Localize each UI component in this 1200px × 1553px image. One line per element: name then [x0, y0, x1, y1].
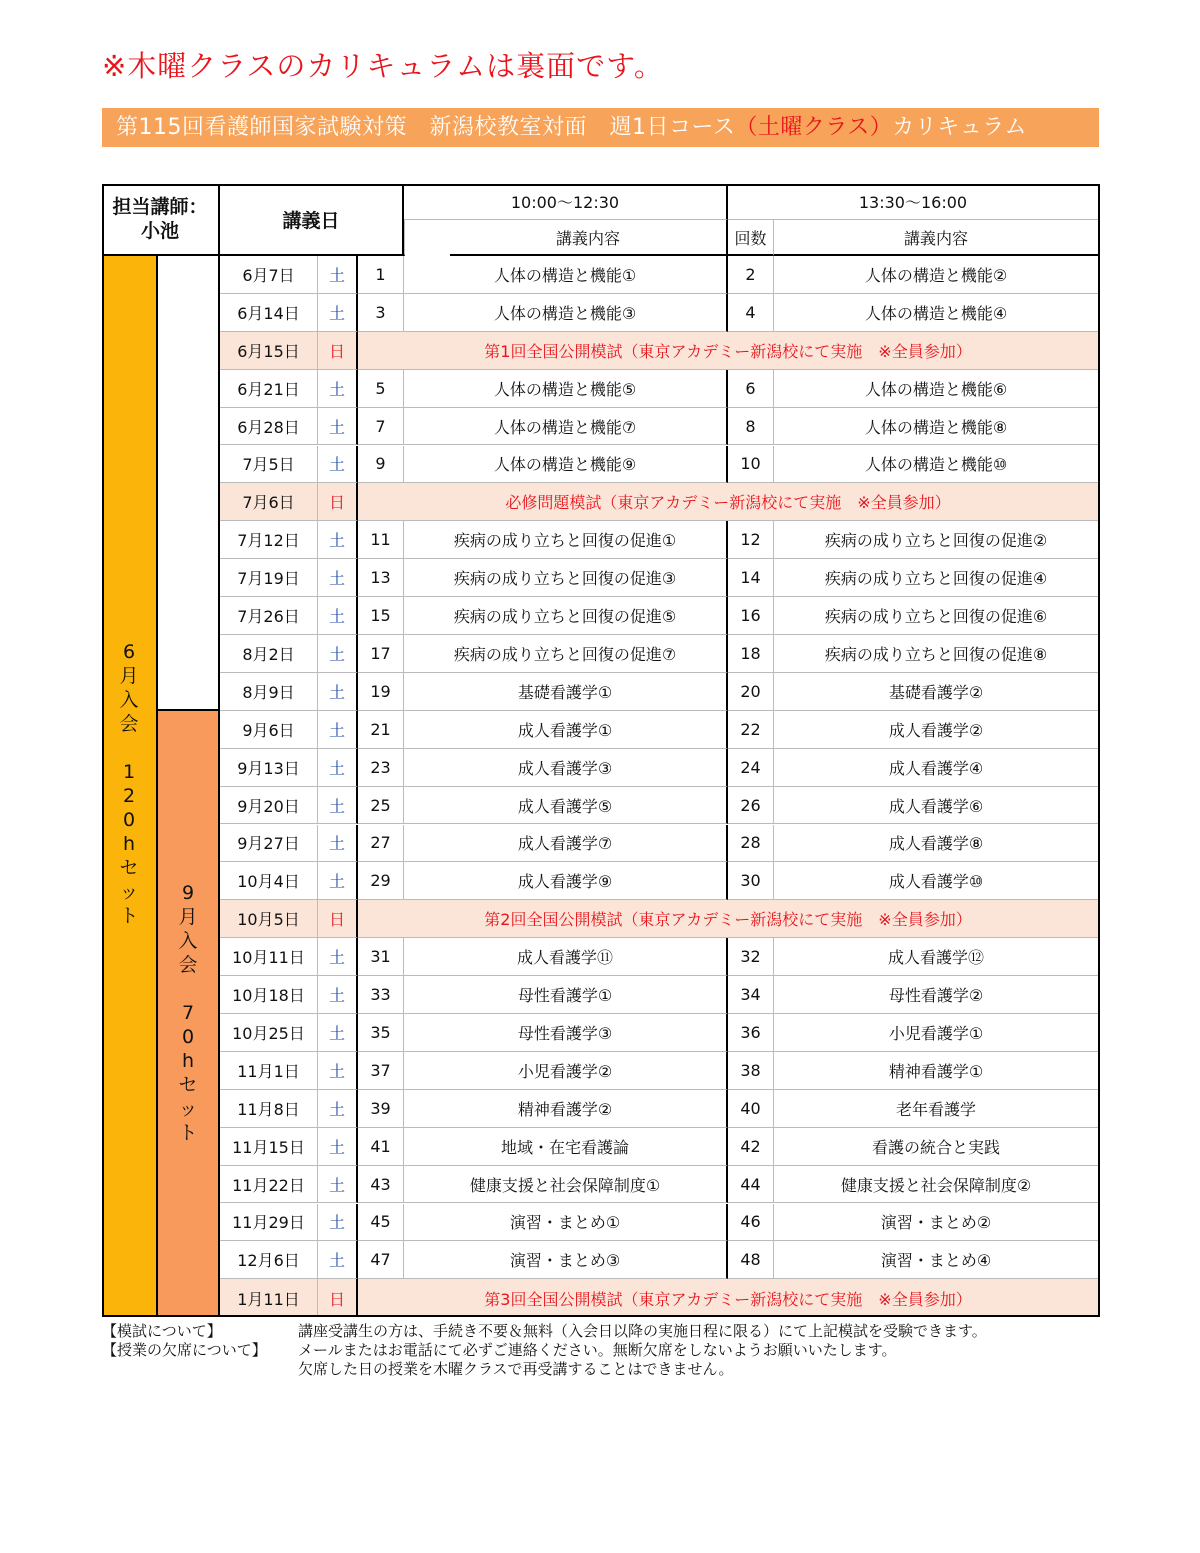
lecture-date: 7月12日 — [220, 521, 318, 559]
morning-lecture-number: 43 — [358, 1166, 404, 1204]
morning-time-header: 10:00〜12:30 — [404, 184, 728, 220]
morning-lecture-content: 精神看護学② — [404, 1090, 728, 1128]
afternoon-lecture-content: 健康支援と社会保障制度② — [774, 1166, 1098, 1204]
lecture-weekday: 土 — [318, 1014, 358, 1052]
morning-lecture-content: 地域・在宅看護論 — [404, 1128, 728, 1166]
afternoon-lecture-number: 48 — [728, 1241, 774, 1279]
morning-lecture-content: 疾病の成り立ちと回復の促進③ — [404, 559, 728, 597]
lecture-weekday: 土 — [318, 825, 358, 863]
mock-note-text: 講座受講生の方は、手続き不要＆無料（入会日以降の実施日程に限る）にて上記模試を受験できます。 — [298, 1322, 987, 1340]
morning-lecture-content: 小児看護学② — [404, 1052, 728, 1090]
afternoon-lecture-number: 44 — [728, 1166, 774, 1204]
lecture-date: 6月7日 — [220, 256, 318, 294]
afternoon-lecture-content: 老年看護学 — [774, 1090, 1098, 1128]
lecture-date: 7月19日 — [220, 559, 318, 597]
lecture-weekday: 土 — [318, 1204, 358, 1242]
afternoon-lecture-content: 人体の構造と機能② — [774, 256, 1098, 294]
afternoon-lecture-content: 成人看護学④ — [774, 749, 1098, 787]
lecture-date: 6月28日 — [220, 408, 318, 446]
morning-lecture-number: 5 — [358, 370, 404, 408]
afternoon-count-header: 回数 — [728, 220, 774, 256]
afternoon-lecture-number: 34 — [728, 976, 774, 1014]
lecture-weekday: 土 — [318, 635, 358, 673]
afternoon-lecture-content: 演習・まとめ④ — [774, 1241, 1098, 1279]
lecture-weekday: 土 — [318, 370, 358, 408]
afternoon-lecture-content: 看護の統合と実践 — [774, 1128, 1098, 1166]
lecture-date: 9月20日 — [220, 787, 318, 825]
morning-lecture-number: 15 — [358, 597, 404, 635]
morning-lecture-content: 演習・まとめ① — [404, 1204, 728, 1242]
lecture-date: 1月11日 — [220, 1279, 318, 1317]
morning-lecture-content: 成人看護学③ — [404, 749, 728, 787]
curriculum-table — [102, 184, 1100, 1317]
afternoon-lecture-number: 38 — [728, 1052, 774, 1090]
lecture-weekday: 土 — [318, 1166, 358, 1204]
afternoon-content-header: 講義内容 — [774, 220, 1098, 256]
mock-note-label: 【模試について】 — [102, 1322, 222, 1340]
afternoon-lecture-number: 10 — [728, 446, 774, 484]
back-side-notice: ※木曜クラスのカリキュラムは裏面です。 — [102, 49, 664, 83]
lecture-date: 11月29日 — [220, 1204, 318, 1242]
afternoon-lecture-number: 46 — [728, 1204, 774, 1242]
afternoon-time-header: 13:30〜16:00 — [728, 184, 1098, 220]
morning-lecture-number: 3 — [358, 294, 404, 332]
morning-lecture-content: 成人看護学⑤ — [404, 787, 728, 825]
afternoon-lecture-content: 成人看護学⑩ — [774, 862, 1098, 900]
lecture-date: 7月6日 — [220, 483, 318, 521]
afternoon-lecture-number: 12 — [728, 521, 774, 559]
afternoon-lecture-number: 8 — [728, 408, 774, 446]
lecture-weekday: 土 — [318, 1090, 358, 1128]
morning-lecture-number: 19 — [358, 673, 404, 711]
afternoon-lecture-number: 24 — [728, 749, 774, 787]
lecture-weekday: 土 — [318, 408, 358, 446]
lecture-weekday: 土 — [318, 1241, 358, 1279]
afternoon-lecture-content: 疾病の成り立ちと回復の促進② — [774, 521, 1098, 559]
lecture-weekday: 日 — [318, 1279, 358, 1317]
teacher-name: 小池 — [140, 220, 179, 242]
june-enrollment-set-label: 6 月 入 会 1 2 0 h セ ッ ト — [102, 256, 158, 1317]
afternoon-lecture-content: 小児看護学① — [774, 1014, 1098, 1052]
lecture-weekday: 土 — [318, 749, 358, 787]
morning-lecture-number: 9 — [358, 446, 404, 484]
morning-lecture-content: 疾病の成り立ちと回復の促進⑦ — [404, 635, 728, 673]
lecture-weekday: 土 — [318, 597, 358, 635]
lecture-date: 6月21日 — [220, 370, 318, 408]
afternoon-lecture-content: 疾病の成り立ちと回復の促進⑧ — [774, 635, 1098, 673]
afternoon-lecture-content: 人体の構造と機能⑧ — [774, 408, 1098, 446]
mock-exam-row: 第2回全国公開模試（東京アカデミー新潟校にて実施 ※全員参加） — [358, 900, 1098, 938]
lecture-weekday: 土 — [318, 673, 358, 711]
curriculum-title-banner — [102, 108, 1099, 147]
lecture-date: 11月8日 — [220, 1090, 318, 1128]
lecture-weekday: 土 — [318, 938, 358, 976]
afternoon-lecture-number: 16 — [728, 597, 774, 635]
absence-note-text: メールまたはお電話にて必ずご連絡ください。無断欠席をしないようお願いいたします。 — [298, 1341, 897, 1359]
morning-lecture-number: 31 — [358, 938, 404, 976]
lecture-date: 10月11日 — [220, 938, 318, 976]
afternoon-lecture-content: 疾病の成り立ちと回復の促進④ — [774, 559, 1098, 597]
morning-lecture-content: 人体の構造と機能⑦ — [404, 408, 728, 446]
afternoon-lecture-number: 26 — [728, 787, 774, 825]
morning-lecture-content: 疾病の成り立ちと回復の促進① — [404, 521, 728, 559]
lecture-date: 11月1日 — [220, 1052, 318, 1090]
lecture-weekday: 土 — [318, 294, 358, 332]
lecture-date: 10月25日 — [220, 1014, 318, 1052]
afternoon-lecture-number: 20 — [728, 673, 774, 711]
lecture-date: 9月27日 — [220, 825, 318, 863]
afternoon-lecture-number: 14 — [728, 559, 774, 597]
lecture-weekday: 土 — [318, 1052, 358, 1090]
lecture-date: 6月14日 — [220, 294, 318, 332]
afternoon-lecture-content: 成人看護学⑫ — [774, 938, 1098, 976]
date-header: 講義日 — [220, 184, 404, 256]
mock-exam-row: 第3回全国公開模試（東京アカデミー新潟校にて実施 ※全員参加） — [358, 1279, 1098, 1317]
lecture-date: 6月15日 — [220, 332, 318, 370]
afternoon-lecture-content: 成人看護学⑥ — [774, 787, 1098, 825]
lecture-weekday: 土 — [318, 256, 358, 294]
morning-lecture-number: 35 — [358, 1014, 404, 1052]
afternoon-lecture-number: 22 — [728, 711, 774, 749]
morning-lecture-number: 1 — [358, 256, 404, 294]
september-enrollment-set-label: 9 月 入 会 7 0 h セ ッ ト — [158, 711, 220, 1317]
lecture-date: 9月13日 — [220, 749, 318, 787]
morning-lecture-content: 人体の構造と機能③ — [404, 294, 728, 332]
morning-lecture-content: 母性看護学③ — [404, 1014, 728, 1052]
lecture-date: 7月26日 — [220, 597, 318, 635]
morning-lecture-number: 17 — [358, 635, 404, 673]
morning-lecture-content: 疾病の成り立ちと回復の促進⑤ — [404, 597, 728, 635]
morning-lecture-content: 成人看護学⑦ — [404, 825, 728, 863]
morning-lecture-number: 25 — [358, 787, 404, 825]
lecture-weekday: 土 — [318, 862, 358, 900]
morning-lecture-number: 39 — [358, 1090, 404, 1128]
lecture-weekday: 土 — [318, 521, 358, 559]
afternoon-lecture-content: 人体の構造と機能④ — [774, 294, 1098, 332]
lecture-weekday: 日 — [318, 900, 358, 938]
afternoon-lecture-content: 疾病の成り立ちと回復の促進⑥ — [774, 597, 1098, 635]
morning-lecture-content: 基礎看護学① — [404, 673, 728, 711]
title-suffix: カリキュラム — [892, 115, 1028, 140]
absence-note-text-2: 欠席した日の授業を木曜クラスで再受講することはできません。 — [298, 1360, 734, 1378]
lecture-weekday: 土 — [318, 787, 358, 825]
june-only-spacer — [158, 256, 220, 711]
morning-lecture-number: 29 — [358, 862, 404, 900]
lecture-weekday: 日 — [318, 332, 358, 370]
lecture-date: 12月6日 — [220, 1241, 318, 1279]
afternoon-lecture-number: 18 — [728, 635, 774, 673]
morning-count-header — [404, 220, 405, 256]
lecture-date: 8月2日 — [220, 635, 318, 673]
lecture-date: 7月5日 — [220, 446, 318, 484]
morning-lecture-number: 21 — [358, 711, 404, 749]
afternoon-lecture-number: 36 — [728, 1014, 774, 1052]
absence-note-label: 【授業の欠席について】 — [102, 1341, 267, 1359]
afternoon-lecture-number: 32 — [728, 938, 774, 976]
lecture-weekday: 土 — [318, 976, 358, 1014]
lecture-weekday: 土 — [318, 1128, 358, 1166]
mock-exam-row: 必修問題模試（東京アカデミー新潟校にて実施 ※全員参加） — [358, 483, 1098, 521]
lecture-weekday: 土 — [318, 446, 358, 484]
morning-lecture-content: 人体の構造と機能⑨ — [404, 446, 728, 484]
morning-lecture-number: 13 — [358, 559, 404, 597]
morning-lecture-number: 37 — [358, 1052, 404, 1090]
afternoon-lecture-content: 基礎看護学② — [774, 673, 1098, 711]
morning-lecture-number: 23 — [358, 749, 404, 787]
title-class-highlight: （土曜クラス） — [735, 115, 893, 140]
lecture-weekday: 日 — [318, 483, 358, 521]
afternoon-lecture-content: 精神看護学① — [774, 1052, 1098, 1090]
afternoon-lecture-number: 40 — [728, 1090, 774, 1128]
morning-lecture-content: 人体の構造と機能① — [404, 256, 728, 294]
afternoon-lecture-content: 人体の構造と機能⑩ — [774, 446, 1098, 484]
lecture-date: 10月5日 — [220, 900, 318, 938]
afternoon-lecture-number: 2 — [728, 256, 774, 294]
afternoon-lecture-number: 30 — [728, 862, 774, 900]
afternoon-lecture-content: 演習・まとめ② — [774, 1204, 1098, 1242]
morning-lecture-number: 41 — [358, 1128, 404, 1166]
lecture-date: 10月4日 — [220, 862, 318, 900]
afternoon-lecture-content: 人体の構造と機能⑥ — [774, 370, 1098, 408]
morning-lecture-number: 47 — [358, 1241, 404, 1279]
morning-lecture-content: 人体の構造と機能⑤ — [404, 370, 728, 408]
morning-lecture-number: 11 — [358, 521, 404, 559]
lecture-date: 9月6日 — [220, 711, 318, 749]
mock-exam-row: 第1回全国公開模試（東京アカデミー新潟校にて実施 ※全員参加） — [358, 332, 1098, 370]
morning-lecture-content: 健康支援と社会保障制度① — [404, 1166, 728, 1204]
morning-lecture-content: 演習・まとめ③ — [404, 1241, 728, 1279]
morning-lecture-content: 母性看護学① — [404, 976, 728, 1014]
lecture-weekday: 土 — [318, 559, 358, 597]
teacher-cell — [102, 184, 220, 256]
lecture-date: 11月15日 — [220, 1128, 318, 1166]
afternoon-lecture-number: 6 — [728, 370, 774, 408]
afternoon-lecture-content: 成人看護学⑧ — [774, 825, 1098, 863]
morning-lecture-number: 33 — [358, 976, 404, 1014]
teacher-label: 担当講師： — [112, 196, 208, 218]
lecture-date: 8月9日 — [220, 673, 318, 711]
morning-lecture-content: 成人看護学⑪ — [404, 938, 728, 976]
title-main: 第115回看護師国家試験対策 新潟校教室対面 週1日コース — [116, 115, 736, 140]
afternoon-lecture-number: 4 — [728, 294, 774, 332]
morning-content-header: 講義内容 — [450, 220, 728, 256]
morning-lecture-number: 7 — [358, 408, 404, 446]
morning-lecture-content: 成人看護学① — [404, 711, 728, 749]
afternoon-lecture-number: 28 — [728, 825, 774, 863]
morning-lecture-number: 27 — [358, 825, 404, 863]
afternoon-lecture-content: 成人看護学② — [774, 711, 1098, 749]
morning-lecture-number: 45 — [358, 1204, 404, 1242]
morning-lecture-content: 成人看護学⑨ — [404, 862, 728, 900]
lecture-weekday: 土 — [318, 711, 358, 749]
lecture-date: 10月18日 — [220, 976, 318, 1014]
afternoon-lecture-number: 42 — [728, 1128, 774, 1166]
afternoon-lecture-content: 母性看護学② — [774, 976, 1098, 1014]
lecture-date: 11月22日 — [220, 1166, 318, 1204]
